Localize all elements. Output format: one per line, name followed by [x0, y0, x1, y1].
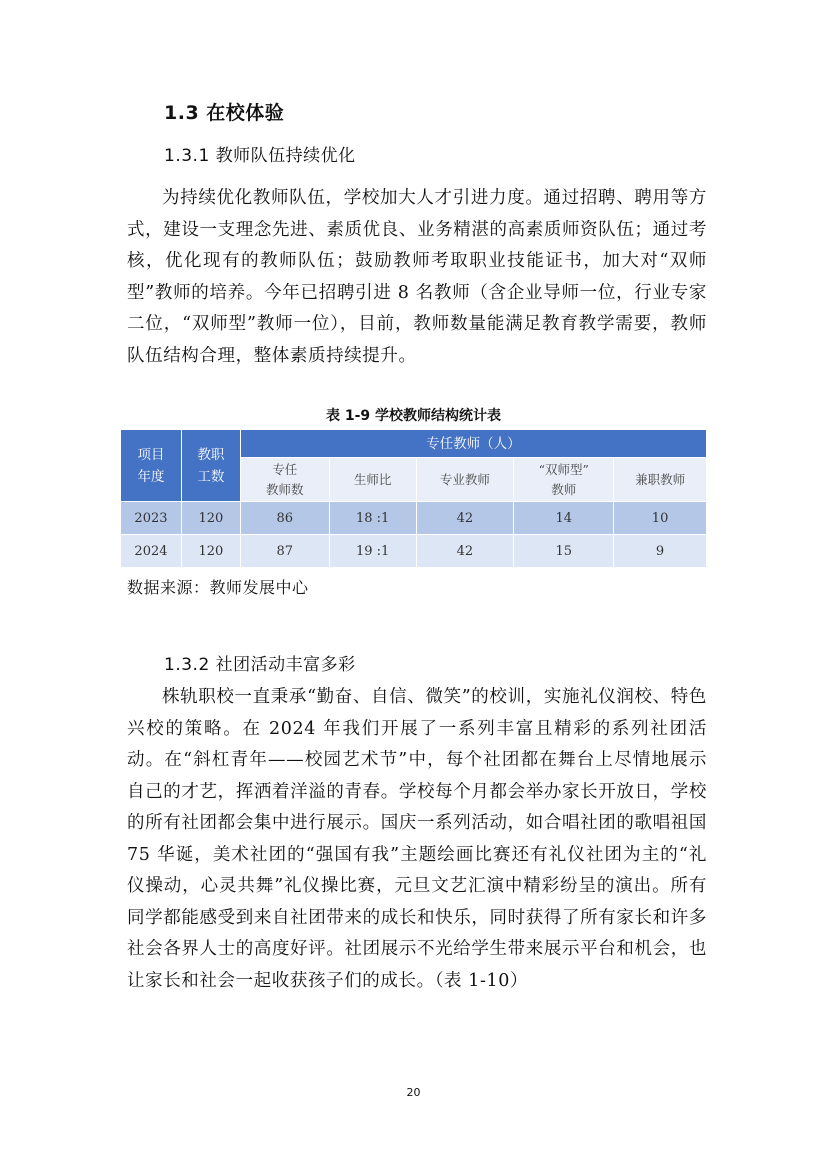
header-staff-count: 教职 工数 — [181, 430, 240, 502]
cell-major: 42 — [416, 535, 514, 568]
table-row — [121, 535, 707, 568]
table-row — [121, 502, 707, 535]
cell-major: 42 — [416, 502, 514, 535]
cell-dual: 15 — [514, 535, 614, 568]
subsection-heading-clubs: 1.3.2 社团活动丰富多彩 — [164, 655, 356, 675]
cell-year: 2024 — [121, 535, 182, 568]
cell-staff: 120 — [181, 535, 240, 568]
header-major: 专业教师 — [416, 458, 514, 502]
header-fulltime-count: 专任 教师数 — [240, 458, 329, 502]
cell-year: 2023 — [121, 502, 182, 535]
page-number: 20 — [406, 1086, 421, 1099]
cell-ratio: 19 :1 — [329, 535, 416, 568]
teachers-paragraph: 为持续优化教师队伍，学校加大人才引进力度。通过招聘、聘用等方式，建设一支理念先进、素质优良、业务精湛的高素质师资队伍；通过考核，优化现有的教师队伍；鼓励教师考取职业技能证书，加大对“双师型”教师的培养。今年已招聘引进 8 名教师（含企业导师一位，行业专家二位，“双师型”教师一位），目前，教师数量能满足教育教学需要，教师队伍结构合理，整体素质持续提升。 — [127, 188, 707, 366]
header-parttime: 兼职教师 — [614, 458, 707, 502]
cell-ratio: 18 :1 — [329, 502, 416, 535]
cell-parttime: 10 — [614, 502, 707, 535]
table-caption: 表 1-9 学校教师结构统计表 — [325, 408, 502, 424]
header-ratio: 生师比 — [329, 458, 416, 502]
cell-fulltime: 87 — [240, 535, 329, 568]
clubs-paragraph: 株轨职校一直秉承“勤奋、自信、微笑”的校训，实施礼仪润校、特色兴校的策略。在 2024 年我们开展了一系列丰富且精彩的系列社团活动。在“斜杠青年——校园艺术节”中，每个社团都在舞台上尽情地展示自己的才艺，挥洒着洋溢的青春。学校每个月都会举办家长开放日，学校的所有社团都会集中进行展示。国庆一系列活动，如合唱社团的歌唱祖国 75 华诞，美术社团的“强国有我”主题绘画比赛还有礼仪社团为主的“礼仪操动，心灵共舞”礼仪操比赛，元旦文艺汇演中精彩纷呈的演出。所有同学都能感受到来自社团带来的成长和快乐，同时获得了所有家长和许多社会各界人士的高度好评。社团展示不光给学生带来展示平台和机会，也让家长和社会一起收获孩子们的成长。（表 1-10） — [127, 687, 707, 991]
section-heading: 1.3 在校体验 — [164, 102, 285, 124]
cell-parttime: 9 — [614, 535, 707, 568]
cell-staff: 120 — [181, 502, 240, 535]
header-item-year: 项目 年度 — [121, 430, 182, 502]
subsection-heading-teachers: 1.3.1 教师队伍持续优化 — [164, 146, 356, 166]
cell-dual: 14 — [514, 502, 614, 535]
data-source-note: 数据来源：教师发展中心 — [127, 578, 309, 597]
teacher-structure-table — [120, 429, 707, 568]
header-dual: “双师型” 教师 — [514, 458, 614, 502]
cell-fulltime: 86 — [240, 502, 329, 535]
header-fulltime-group: 专任教师（人） — [240, 430, 706, 458]
